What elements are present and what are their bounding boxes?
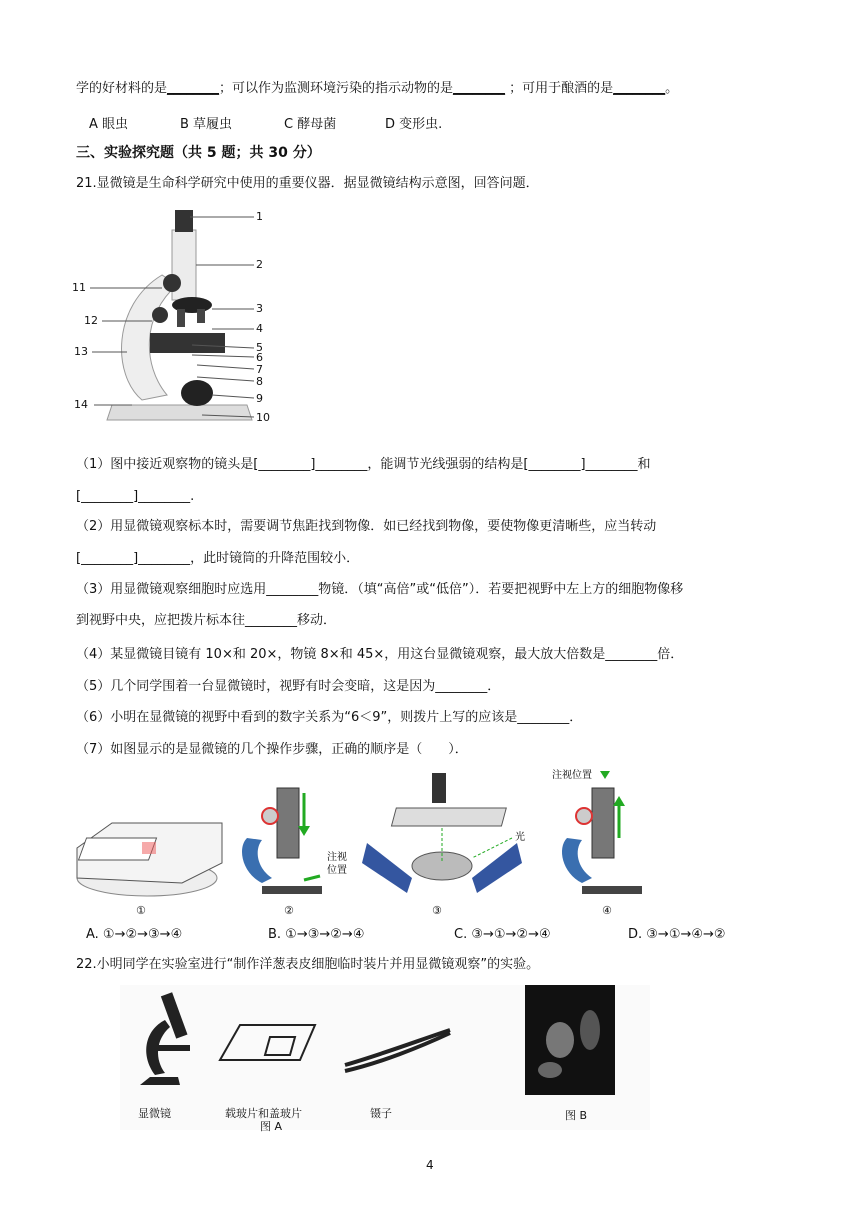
- answer-blank[interactable]: ________: [453, 81, 506, 96]
- q21-sub5: （5）几个同学围着一台显微镜时，视野有时会变暗，这是因为________．: [76, 679, 501, 694]
- q21-stem: 21.显微镜是生命科学研究中使用的重要仪器．据显微镜结构示意图，回答问题．: [76, 176, 539, 191]
- option-b[interactable]: B 草履虫: [180, 117, 233, 132]
- svg-text:位置: 位置: [327, 865, 347, 876]
- q21-sub6: （6）小明在显微镜的视野中看到的数字关系为“6＜9”，则拨片上写的应该是________．: [76, 710, 583, 725]
- part-label: 8: [256, 375, 263, 388]
- part-label: 9: [256, 392, 263, 405]
- part-label: 1: [256, 210, 263, 223]
- choice-d[interactable]: D. ③→①→④→②: [628, 927, 726, 942]
- q20-stem-line: 学的好材料的是________；可以作为监测环境污染的指示动物的是________ ；可用于酿酒的是________。: [76, 81, 679, 96]
- fig-label: 载玻片和盖玻片: [225, 1107, 302, 1120]
- microscope-diagram: [72, 205, 282, 435]
- choice-a[interactable]: A. ①→②→③→④: [86, 927, 183, 942]
- option-c[interactable]: C 酵母菌: [284, 117, 337, 132]
- q21-sub2-line1: （2）用显微镜观察标本时，需要调节焦距找到物像．如已经找到物像，要使物像更清晰些，应当转动: [76, 519, 657, 534]
- part-label: 5: [256, 341, 263, 354]
- step-label: ①: [136, 904, 146, 917]
- q21-sub3-line2: 到视野中央，应把拨片标本往________移动．: [76, 613, 337, 628]
- choice-b[interactable]: B. ①→③→②→④: [268, 927, 365, 942]
- step-label: ②: [284, 904, 294, 917]
- option-a[interactable]: A 眼虫: [89, 117, 129, 132]
- answer-blank[interactable]: ________: [167, 81, 220, 96]
- part-label: 12: [84, 314, 98, 327]
- q21-sub1-line1: （1）图中接近观察物的镜头是[________]________，能调节光线强弱的结构是[________]________和: [76, 457, 651, 472]
- q21-sub3-line1: （3）用显微镜观察细胞时应选用________物镜．（填“高倍”或“低倍”）．若要把视野中左上方的细胞物像移: [76, 582, 684, 597]
- svg-text:光: 光: [515, 832, 525, 843]
- section-title: 三、实验探究题（共 5 题；共 30 分）: [76, 145, 321, 161]
- part-label: 14: [74, 398, 88, 411]
- part-label: 13: [74, 345, 88, 358]
- step-label: ③: [432, 904, 442, 917]
- svg-text:注视位置: 注视位置: [552, 770, 592, 781]
- q21-sub4: （4）某显微镜目镜有 10×和 20×，物镜 8×和 45×，用这台显微镜观察，最大放大倍数是________倍．: [76, 647, 684, 662]
- part-label: 3: [256, 302, 263, 315]
- part-label: 4: [256, 322, 263, 335]
- option-d[interactable]: D 变形虫.: [385, 117, 443, 132]
- q21-sub7: （7）如图显示的是显微镜的几个操作步骤，正确的顺序是（ ）．: [76, 742, 468, 757]
- q22-stem: 22.小明同学在实验室进行“制作洋葱表皮细胞临时装片并用显微镜观察”的实验。: [76, 957, 540, 972]
- page-number: 4: [426, 1158, 434, 1172]
- q21-sub2-line2: [________]________，此时镜筒的升降范围较小．: [76, 551, 360, 566]
- q22-figure: [120, 985, 650, 1133]
- q21-sub1-line2: [________]________.: [76, 489, 195, 504]
- step-label: ④: [602, 904, 612, 917]
- steps-drawing: [72, 768, 652, 920]
- part-label: 6: [256, 351, 263, 364]
- part-label: 7: [256, 363, 263, 376]
- svg-text:注视: 注视: [327, 852, 347, 863]
- part-label: 2: [256, 258, 263, 271]
- fig-label: 镊子: [370, 1107, 392, 1120]
- fig-label: 图 B: [565, 1109, 588, 1122]
- part-label: 10: [256, 411, 270, 424]
- microscope-drawing: [72, 205, 282, 435]
- choice-c[interactable]: C. ③→①→②→④: [454, 927, 551, 942]
- operation-steps-figure: [72, 768, 652, 920]
- part-label: 11: [72, 281, 86, 294]
- answer-blank[interactable]: ________: [613, 81, 666, 96]
- fig-label: 图 A: [260, 1120, 283, 1133]
- fig-label: 显微镜: [138, 1107, 171, 1120]
